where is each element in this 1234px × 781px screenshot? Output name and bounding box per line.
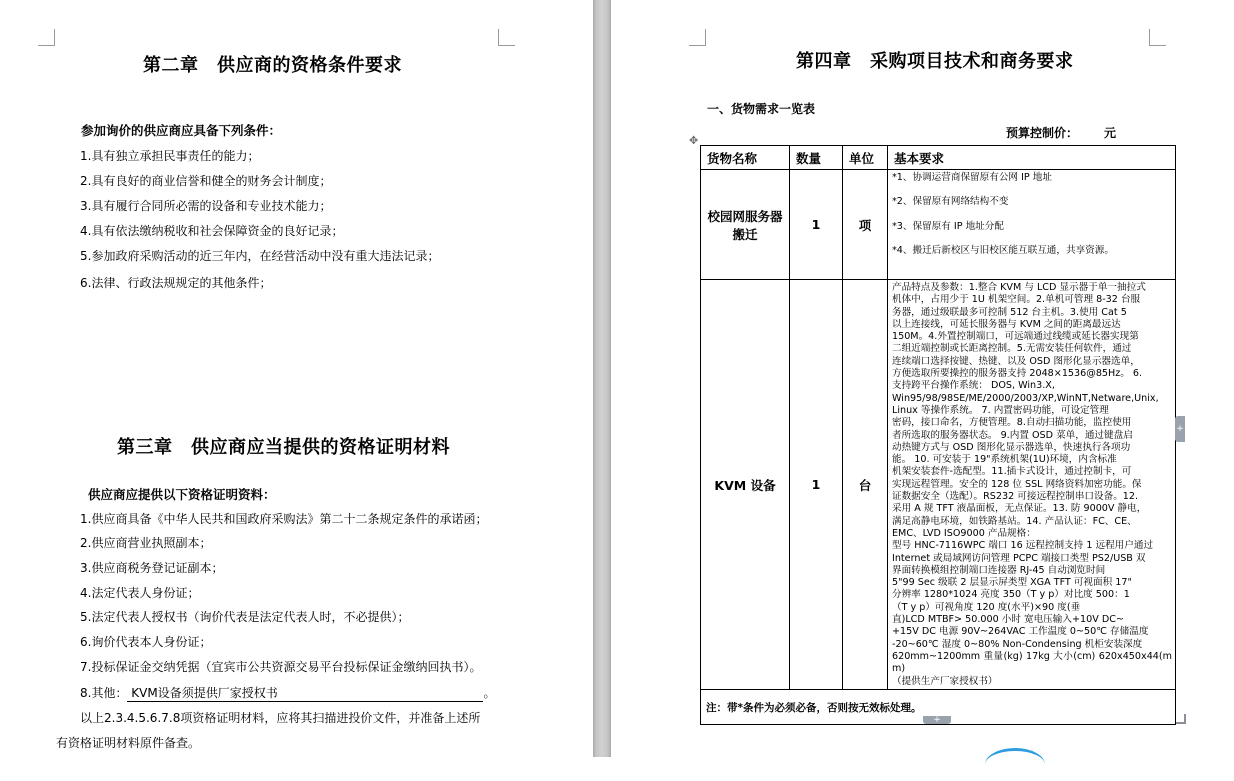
spec-line: （T y p）可视角度 120 度(水平)×90 度(垂	[892, 601, 1081, 613]
requirements-cell	[888, 170, 1176, 280]
spec-line: 证数据安全（选配）。RS232 可接远程控制串口设备。12.	[892, 491, 1139, 503]
spec-line: 分辨率 1280*1024 亮度 350（T y p）对比度 500：1	[892, 589, 1130, 601]
list-item: 5.法定代表人授权书（询价代表是法定代表人时，不必提供）；	[80, 610, 410, 624]
budget-label: 预算控制价：	[1006, 126, 1079, 140]
item-name-cell: KVM 设备	[701, 280, 790, 690]
resize-icon[interactable]	[1176, 714, 1186, 724]
closing-paragraph-line: 以上2.3.4.5.6.7.8项资格证明材料，应将其扫描进投价文件，并准备上述所	[80, 711, 481, 725]
spec-line: EMC、LVD ISO9000 产品规格：	[892, 527, 1036, 539]
section-heading: 一、货物需求一览表	[707, 102, 816, 116]
chapter-2-title: 第二章 供应商的资格条件要求	[143, 55, 402, 76]
chapter-2-intro: 参加询价的供应商应具备下列条件：	[81, 123, 282, 138]
list-item: 6.法律、行政法规规定的其他条件；	[80, 276, 272, 290]
other-value-field	[127, 684, 483, 702]
move-icon[interactable]: ✥	[689, 134, 699, 147]
requirement-item: *3、保留原有 IP 地址分配	[892, 220, 1004, 232]
crop-mark	[689, 29, 706, 46]
table-header-cell: 基本要求	[888, 146, 1176, 170]
list-item-other	[80, 684, 495, 702]
table-header-row	[701, 146, 1176, 170]
qty-cell: 1	[790, 170, 843, 280]
requirement-item: *4、搬迁后新校区与旧校区能互联互通，共享资源。	[892, 244, 1114, 256]
crop-mark	[38, 29, 55, 46]
other-suffix: 。	[483, 686, 496, 700]
chapter-4-title: 第四章 采购项目技术和商务要求	[796, 51, 1074, 72]
spec-line: 二组近端控制或长距离控制。5.无需安装任何软件，通过	[892, 343, 1132, 355]
spec-line: +15V DC 电源 90V~264VAC 工作温度 0~50℃ 存储温度	[892, 626, 1149, 638]
list-item: 2.供应商营业执照副本；	[80, 536, 212, 550]
table-header-cell: 货物名称	[701, 146, 790, 170]
table-header-cell: 单位	[843, 146, 888, 170]
decorative-arc	[985, 748, 1045, 781]
other-value: KVM设备须提供厂家授权书	[131, 686, 278, 700]
list-item: 3.供应商税务登记证副本；	[80, 561, 224, 575]
chapter-3-intro: 供应商应提供以下资格证明资料：	[88, 487, 276, 502]
document-page-left	[0, 0, 593, 757]
spec-line: 能。 10. 可安装于 19"系统机架(1U)环境，内含标准	[892, 454, 1117, 466]
spec-line: 150M。4.外置控制端口，可远端通过线缆或延长器实现第	[892, 331, 1139, 343]
spec-line: 机架安装套件-选配型。11.插卡式设计，通过控制卡，可	[892, 466, 1132, 478]
spec-line: 直)LCD MTBF> 50.000 小时 宽电压输入+10V DC~	[892, 614, 1124, 626]
unit-cell: 台	[843, 280, 888, 690]
requirement-item: *1、协调运营商保留原有公网 IP 地址	[892, 172, 1052, 183]
spec-line: 者所选取的服务器状态。 9.内置 OSD 菜单，通过键盘启	[892, 429, 1133, 441]
page-gutter	[593, 0, 611, 757]
list-item: 7.投标保证金交纳凭据（宜宾市公共资源交易平台投标保证金缴纳回执书）。	[80, 660, 482, 674]
item-name-cell	[701, 170, 790, 280]
table-row	[701, 170, 1176, 280]
spec-line: 采用 A 规 TFT 液晶面板，无点保证。13. 防 9000V 静电，	[892, 503, 1147, 515]
other-label: 8.其他：	[80, 686, 128, 700]
list-item: 4.具有依法缴纳税收和社会保障资金的良好记录；	[80, 224, 344, 238]
crop-mark	[498, 29, 515, 46]
list-item: 6.询价代表本人身份证；	[80, 635, 212, 649]
plus-icon[interactable]: +	[1175, 416, 1185, 442]
closing-paragraph-line: 有资格证明材料原件备查。	[56, 736, 201, 750]
spec-line: 连续端口选择按键、热键、以及 OSD 图形化显示器选单，	[892, 355, 1140, 367]
table-header-cell: 数量	[790, 146, 843, 170]
table-row	[701, 280, 1176, 690]
spec-line: （提供生产厂家授权书）	[892, 675, 998, 687]
item-name-line: 搬迁	[732, 226, 758, 242]
chapter-3-title: 第三章 供应商应当提供的资格证明材料	[117, 437, 450, 458]
spec-line: 密码，接口命名，方便管理。8.自动扫描功能，监控使用	[892, 417, 1132, 429]
spec-line: 5"99 Sec 级联 2 层显示屏类型 XGA TFT 可视面积 17"	[892, 577, 1132, 589]
requirement-item: *2、保留原有网络结构不变	[892, 196, 1009, 208]
list-item: 4.法定代表人身份证；	[80, 586, 200, 600]
spec-line: Internet 或局域网访问管理 PCPC 端接口类型 PS2/USB 双	[892, 552, 1146, 564]
list-item: 2.具有良好的商业信誉和健全的财务会计制度；	[80, 174, 332, 188]
spec-line: 满足高静电环境，如铁路基站。14. 产品认证：FC、CE、	[892, 515, 1137, 527]
plus-icon[interactable]: +	[923, 716, 951, 724]
qty-cell: 1	[790, 280, 843, 690]
spec-line: 实现远程管理。安全的 128 位 SSL 网络资料加密功能。保	[892, 478, 1142, 490]
spec-line: 方便选取所要操控的服务器支持 2048×1536@85Hz。 6.	[892, 368, 1143, 380]
list-item: 5.参加政府采购活动的近三年内，在经营活动中没有重大违法记录；	[80, 249, 440, 263]
crop-mark	[1149, 29, 1166, 46]
table-note: 注：带*条件为必须必备，否则按无效标处理。	[701, 690, 1176, 725]
requirements-table	[700, 145, 1176, 725]
spec-line: 务器，通过级联最多可控制 512 台主机。3.使用 Cat 5	[892, 306, 1127, 318]
requirements-cell	[888, 280, 1176, 690]
spec-line: 动热键方式与 OSD 图形化显示器选单，快速执行各项功	[892, 441, 1131, 453]
spec-line: 机体中，占用少于 1U 机架空间。2.单机可管理 8-32 台服	[892, 294, 1141, 306]
spec-line: 620mm~1200mm 重量(kg) 17kg 大小(cm) 620x450x44(mm)	[892, 650, 1172, 675]
spec-line: 以上连接线，可延长服务器与 KVM 之间的距离最远达	[892, 318, 1121, 330]
spec-line: 支持跨平台操作系统： DOS, Win3.X,	[892, 380, 1055, 392]
spec-line: 产品特点及参数：1.整合 KVM 与 LCD 显示器于单一抽拉式	[892, 282, 1146, 293]
budget-unit: 元	[1104, 126, 1117, 140]
item-name-line: 校园网服务器	[707, 208, 783, 224]
spec-line: 界面转换模组控制端口连接器 RJ-45 自动浏览时间	[892, 564, 1106, 576]
unit-cell: 项	[843, 170, 888, 280]
list-item: 3.具有履行合同所必需的设备和专业技术能力；	[80, 199, 332, 213]
spec-line: -20~60℃ 湿度 0~80% Non-Condensing 机柜安装深度	[892, 638, 1143, 650]
list-item: 1.供应商具备《中华人民共和国政府采购法》第二十二条规定条件的承诺函；	[80, 512, 488, 526]
kvm-spec-text	[892, 282, 1172, 688]
spec-line: Linux 等操作系统。 7. 内置密码功能，可设定管理	[892, 404, 1109, 416]
spec-line: Win95/98/98SE/ME/2000/2003/XP,WinNT,Netware,Unix,	[892, 392, 1159, 404]
list-item: 1.具有独立承担民事责任的能力；	[80, 149, 260, 163]
spec-line: 型号 HNC-7116WPC 端口 16 远程控制支持 1 远程用户通过	[892, 540, 1154, 552]
